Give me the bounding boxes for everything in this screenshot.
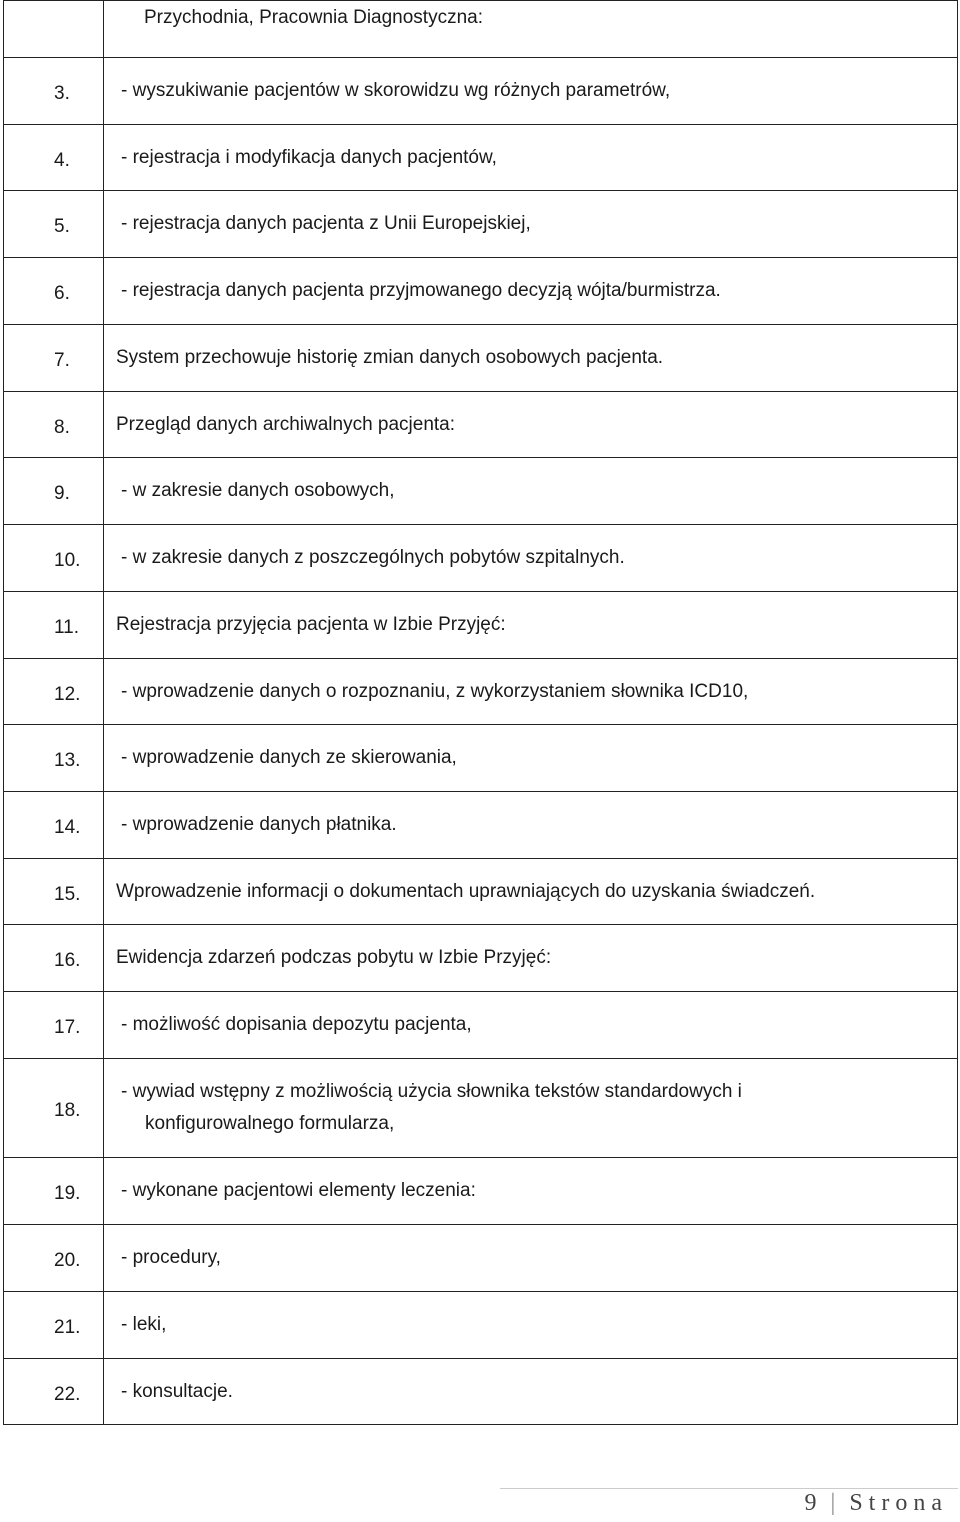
row-number: 16.: [4, 925, 104, 992]
table-row: [4, 191, 958, 258]
table-row: [4, 1359, 958, 1425]
table-row: [4, 258, 958, 325]
table-row: [4, 125, 958, 191]
page-footer: [805, 1490, 948, 1517]
row-number: 5.: [4, 191, 104, 258]
row-number: 11.: [4, 592, 104, 659]
table-row: [4, 659, 958, 725]
row-number: 9.: [4, 458, 104, 525]
table-row: [4, 725, 958, 792]
table-row: [4, 992, 958, 1059]
row-text: - wprowadzenie danych ze skierowania,: [104, 725, 958, 792]
table-row: [4, 325, 958, 392]
row-number: 8.: [4, 392, 104, 458]
row-text: - procedury,: [104, 1225, 958, 1292]
row-text: Rejestracja przyjęcia pacjenta w Izbie Przyjęć:: [104, 592, 958, 659]
table-row: [4, 925, 958, 992]
footer-rule: [500, 1488, 958, 1489]
table-row: [4, 592, 958, 659]
row-text: - wykonane pacjentowi elementy leczenia:: [104, 1158, 958, 1225]
row-text: - rejestracja i modyfikacja danych pacjentów,: [104, 125, 958, 191]
table-row: [4, 1158, 958, 1225]
table-row: [4, 525, 958, 592]
row-text: - rejestracja danych pacjenta z Unii Europejskiej,: [104, 191, 958, 258]
row-text: Ewidencja zdarzeń podczas pobytu w Izbie Przyjęć:: [104, 925, 958, 992]
row-text: - wprowadzenie danych płatnika.: [104, 792, 958, 859]
table-row: [4, 859, 958, 925]
row-text: - wywiad wstępny z możliwością użycia słownika tekstów standardowych i konfigurowalnego formularza,: [121, 1081, 742, 1134]
table-row: [4, 1225, 958, 1292]
row-number: 21.: [4, 1292, 104, 1359]
row-text: - konsultacje.: [104, 1359, 958, 1425]
table-row: [4, 1292, 958, 1359]
row-number: 19.: [4, 1158, 104, 1225]
requirements-table: [3, 0, 958, 1425]
row-number: 6.: [4, 258, 104, 325]
row-number: 17.: [4, 992, 104, 1059]
row-text: Wprowadzenie informacji o dokumentach uprawniających do uzyskania świadczeń.: [104, 859, 958, 925]
row-number: 12.: [4, 659, 104, 725]
row-text: - rejestracja danych pacjenta przyjmowanego decyzją wójta/burmistrza.: [104, 258, 958, 325]
page-label: Strona: [849, 1490, 948, 1516]
footer-separator: |: [830, 1490, 838, 1516]
table-row: [4, 458, 958, 525]
section-heading: Przychodnia, Pracownia Diagnostyczna:: [104, 1, 958, 58]
row-number: 3.: [4, 58, 104, 125]
row-text: - wprowadzenie danych o rozpoznaniu, z wykorzystaniem słownika ICD10,: [104, 659, 958, 725]
row-number: 13.: [4, 725, 104, 792]
row-text: System przechowuje historię zmian danych osobowych pacjenta.: [104, 325, 958, 392]
row-number: 22.: [4, 1359, 104, 1425]
row-text: Przegląd danych archiwalnych pacjenta:: [104, 392, 958, 458]
row-number: 7.: [4, 325, 104, 392]
row-number: 20.: [4, 1225, 104, 1292]
row-text: - leki,: [104, 1292, 958, 1359]
row-number: 18.: [4, 1059, 104, 1158]
row-number: 10.: [4, 525, 104, 592]
row-number: 15.: [4, 859, 104, 925]
row-number: 4.: [4, 125, 104, 191]
table-row: [4, 58, 958, 125]
row-text: - w zakresie danych z poszczególnych pobytów szpitalnych.: [104, 525, 958, 592]
table-row: [4, 392, 958, 458]
row-text: - wyszukiwanie pacjentów w skorowidzu wg różnych parametrów,: [104, 58, 958, 125]
table-row: [4, 1059, 958, 1158]
row-number: 14.: [4, 792, 104, 859]
table-row: [4, 792, 958, 859]
row-text: - w zakresie danych osobowych,: [104, 458, 958, 525]
page-number: 9: [804, 1490, 819, 1516]
table-row: [4, 1, 958, 58]
row-text: - możliwość dopisania depozytu pacjenta,: [104, 992, 958, 1059]
row-number: [4, 1, 104, 58]
